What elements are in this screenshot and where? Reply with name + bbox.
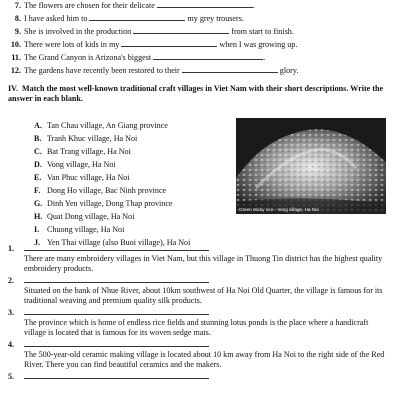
village-description: The 500-year-old ceramic making village is located about 10 km away from Ha Noi to the right side of the Red River. There you can find beautiful ceramics and the makers. [24,350,385,369]
option-item: C. Bat Trang village, Ha Noi [34,147,131,156]
answer-item: 2. Situated on the bank of Nhue River, about 10km southwest of Ha Noi Old Quarter, the village is famous for its traditional weaving and premium quality silk products. [8,275,392,307]
option-item: I. Chuong village, Ha Noi [34,225,125,234]
sentence-item: 10. There were lots of kids in my when I was growing up. [10,40,298,49]
answer-blank[interactable] [24,307,209,315]
sentence-item: 12. The gardens have recently been restored to their glory. [10,66,299,75]
answer-blank[interactable] [24,339,209,347]
section-instruction: Match the most well-known traditional craft villages in Viet Nam with their short descriptions. Write the answer in each blank. [8,84,384,104]
option-item: H. Quat Dong village, Ha Noi [34,212,135,221]
sentence-item: 11. The Grand Canyon is Arizona's biggest . [11,53,266,62]
option-item: B. Tranh Khuc village, Ha Noi [34,134,138,143]
answer-blank[interactable] [24,371,209,379]
village-description: There are many embroidery villages in Viet Nam, but this village in Thuong Tin district has the highest quality embroidery products. [24,254,383,273]
craft-village-photo [236,118,386,214]
option-item: J. Yen Thai village (also Buoi village), Ha Noi [34,238,191,247]
answer-blank[interactable] [157,0,253,8]
answer-blank[interactable] [89,13,185,21]
village-description: Situated on the bank of Nhue River, about 10km southwest of Ha Noi Old Quarter, the village is famous for its traditional weaving and premium quality silk products. [24,286,383,305]
option-item: G. Dinh Yen village, Dong Thap province [34,199,173,208]
answer-list [8,243,392,403]
answer-blank[interactable] [182,65,278,73]
answer-item: 5. [8,371,392,403]
answer-item: 4. The 500-year-old ceramic making village is located about 10 km away from Ha Noi to the right side of the Red River. There you can find beautiful ceramics and the makers. [8,339,392,371]
answer-blank[interactable] [121,39,217,47]
option-item: F. Dong Ho village, Bac Ninh province [34,186,167,195]
answer-blank[interactable] [133,26,229,34]
sentence-list [8,0,388,78]
answer-item: 3. The province which is home of endless rice fields and stunning lotus ponds is the place where a handicraft village is located that is famous for its woven sedge mats. [8,307,392,339]
sticky-rice-image [236,118,386,214]
answer-blank[interactable] [24,243,209,251]
village-description: The province which is home of endless rice fields and stunning lotus ponds is the place where a handicraft village is located that is famous for its woven sedge mats. [24,318,369,337]
village-description [24,382,392,402]
photo-caption: Green sticky rice - Vong village, Ha Noi [239,207,319,212]
section-heading: IV. Match the most well-known traditional craft villages in Viet Nam with their short descriptions. Write the answer in each blank. [8,84,384,104]
village-options [34,121,234,251]
option-item: E. Van Phuc village, Ha Noi [34,173,130,182]
answer-blank[interactable] [24,275,209,283]
sentence-item: 9. She is involved in the production from start to finish. [14,27,294,36]
option-item: A. Tan Chau village, An Giang province [34,121,168,130]
answer-item: 1. There are many embroidery villages in Viet Nam, but this village in Thuong Tin district has the highest quality embroidery products. [8,243,392,275]
sentence-item: 7. The flowers are chosen for their delicate . [14,1,255,10]
sentence-item: 8. I have asked him to my grey trousers. [14,14,244,23]
answer-blank[interactable] [153,52,263,60]
option-item: D. Vong village, Ha Noi [34,160,116,169]
